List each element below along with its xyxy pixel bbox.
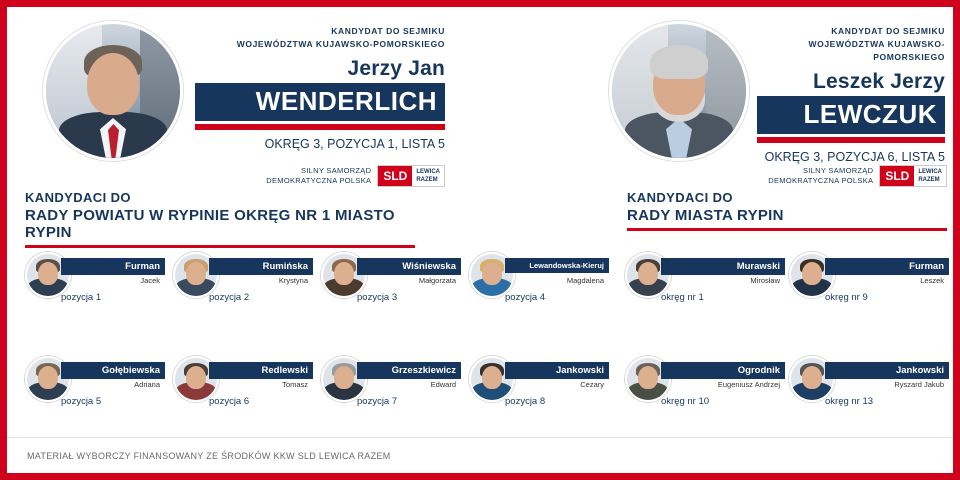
section-header-city-council [627,190,947,231]
candidate-surname: WENDERLICH [195,83,445,121]
candidate-chip [173,356,313,418]
candidate-chip [25,356,165,418]
party-slogan-line-2: DEMOKRATYCZNA POLSKA [266,176,372,185]
candidate-position: pozycja 1 [61,292,102,303]
red-rule [627,228,947,231]
candidate-position: pozycja 6 [209,396,250,407]
candidate-given-name: Tomasz [282,380,308,389]
candidate-position: pozycja 3 [357,292,398,303]
sld-logo-sub [914,166,946,186]
party-slogan-line-2: DEMOKRATYCZNA POLSKA [768,176,874,185]
candidate-surname: Furman [825,258,949,275]
candidate-given-name: Adriana [134,380,160,389]
candidate-text-block [757,25,945,164]
candidate-chip [173,252,313,314]
red-rule [25,245,415,248]
section-header-line-1: KANDYDACI DO [627,190,733,205]
candidate-given-name: Leszek [920,276,944,285]
candidate-surname: Murawski [661,258,785,275]
candidate-given-name: Cezary [580,380,604,389]
candidate-surname: Rumińska [209,258,313,275]
candidate-given-name: Ryszard Jakub [894,380,944,389]
candidate-surname: Jankowski [505,362,609,379]
candidate-surname: Furman [61,258,165,275]
footer-text: MATERIAŁ WYBORCZY FINANSOWANY ZE ŚRODKÓW KKW SLD LEWICA RAZEM [27,450,391,461]
candidate-position: pozycja 8 [505,396,546,407]
red-rule [195,124,445,130]
county-candidate-grid [25,252,605,432]
candidate-okreg: OKRĘG 3, POZYCJA 6, LISTA 5 [764,150,945,164]
candidate-given-name: Edward [430,380,456,389]
candidate-given-name: Magdalena [566,276,604,285]
kicker-line-1: KANDYDAT DO SEJMIKU [831,26,945,36]
sld-logo-sub [412,166,444,186]
candidate-given-name: Eugeniusz Andrzej [717,380,780,389]
candidate-position: pozycja 5 [61,396,102,407]
kicker-line-2: WOJEWÓDZTWA KUJAWSKO-POMORSKIEGO [808,39,945,62]
sld-logo [879,165,947,187]
candidate-surname: Lewandowska-Kieruj [505,258,609,273]
red-rule [757,137,945,143]
kicker-line-2: WOJEWÓDZTWA KUJAWSKO-POMORSKIEGO [236,39,445,49]
party-slogan [768,166,873,186]
candidate-chip [789,252,949,314]
candidate-chip [789,356,949,418]
kicker-line-1: KANDYDAT DO SEJMIKU [331,26,445,36]
city-candidate-grid [625,252,949,432]
candidate-given-name: Jacek [140,276,160,285]
party-logo-row [266,165,445,187]
sld-logo [377,165,445,187]
sld-logo-main: SLD [378,166,412,186]
candidate-position: pozycja 4 [505,292,546,303]
candidate-firstname: Jerzy Jan [347,57,445,80]
candidate-surname: Wiśniewska [357,258,461,275]
party-slogan [266,166,371,186]
section-header-county-council [25,190,415,248]
candidate-chip [25,252,165,314]
candidate-chip [625,356,785,418]
candidate-position: okręg nr 10 [661,396,710,407]
footer-disclaimer [7,437,953,473]
candidate-chip [625,252,785,314]
candidate-surname: LEWCZUK [757,96,945,134]
candidate-chip [321,356,461,418]
section-header-line-2: RADY POWIATU W RYPINIE OKRĘG NR 1 MIASTO RYPIN [25,207,395,241]
main-candidate-lewczuk [587,13,947,191]
candidate-chip [469,356,609,418]
candidate-surname: Ogrodnik [661,362,785,379]
candidate-given-name: Mirosław [750,276,780,285]
candidate-text-block [195,25,445,151]
candidate-given-name: Małgorzata [418,276,456,285]
sld-logo-sub-line-1: LEWICA [918,169,942,175]
party-slogan-line-1: SILNY SAMORZĄD [301,166,372,175]
candidate-position: okręg nr 13 [825,396,874,407]
candidate-surname: Gołębiewska [61,362,165,379]
main-candidates-row [7,13,953,191]
candidate-surname: Jankowski [825,362,949,379]
candidate-position: okręg nr 9 [825,292,868,303]
candidate-okreg: OKRĘG 3, POZYCJA 1, LISTA 5 [264,137,445,151]
candidate-chip [469,252,609,314]
sld-logo-sub-line-2: RAZEM [416,177,438,183]
party-slogan-line-1: SILNY SAMORZĄD [803,166,874,175]
party-logo-row [768,165,947,187]
candidate-firstname: Leszek Jerzy [813,70,945,93]
candidate-portrait [43,21,183,161]
candidate-chip [321,252,461,314]
main-candidate-wenderlich [25,13,445,191]
sld-logo-main: SLD [880,166,914,186]
candidate-given-name: Krystyna [278,276,308,285]
candidate-portrait [609,21,749,161]
candidate-surname: Redlewski [209,362,313,379]
candidate-position: okręg nr 1 [661,292,704,303]
section-header-line-1: KANDYDACI DO [25,190,131,205]
sld-logo-sub-line-2: RAZEM [918,177,940,183]
candidate-position: pozycja 2 [209,292,250,303]
section-header-line-2: RADY MIASTA RYPIN [627,207,784,224]
candidate-surname: Grzeszkiewicz [357,362,461,379]
sld-logo-sub-line-1: LEWICA [416,169,440,175]
candidate-position: pozycja 7 [357,396,398,407]
